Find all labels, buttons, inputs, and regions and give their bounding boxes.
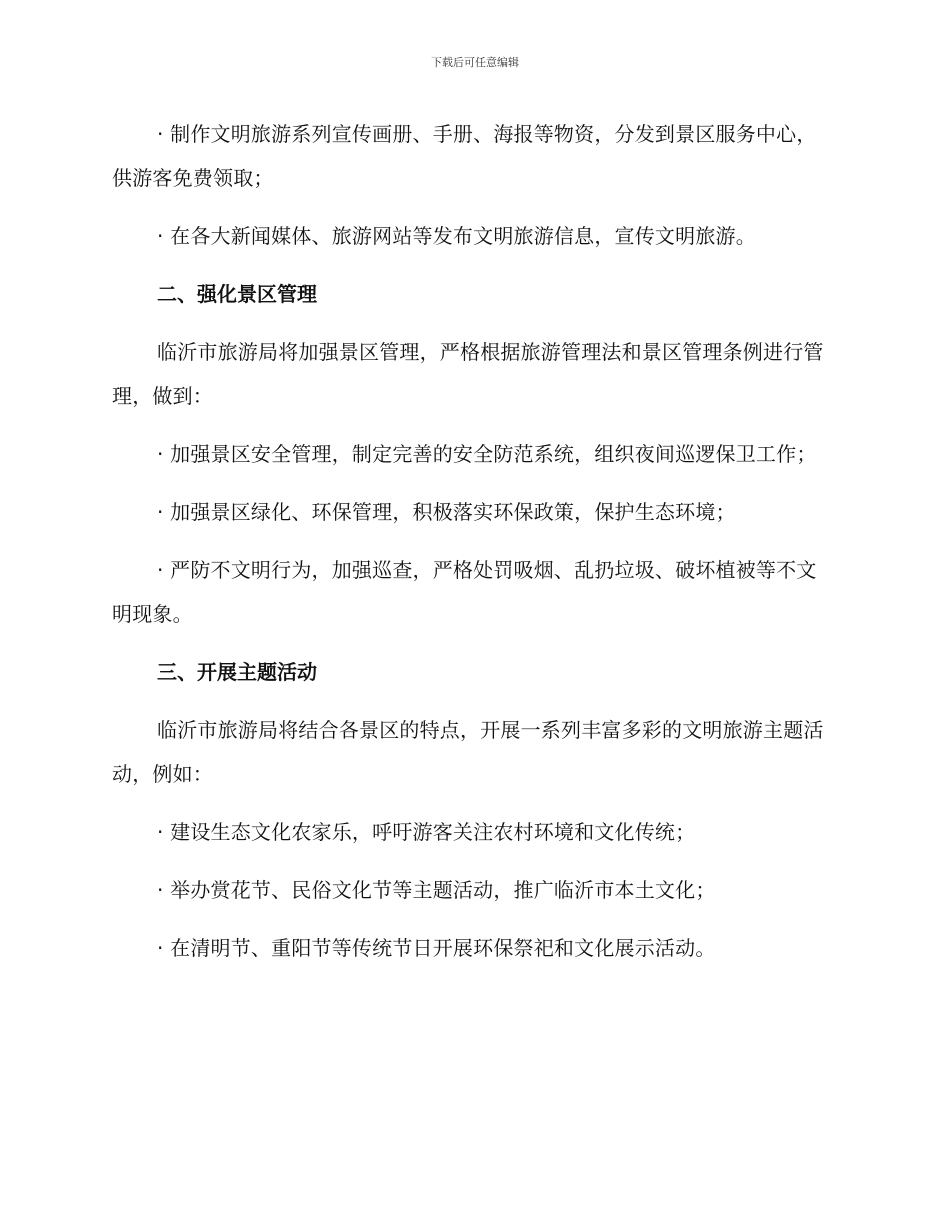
bullet-eco-farmstay: · 建设生态文化农家乐，呼吁游客关注农村环境和文化传统； <box>157 820 696 844</box>
bullet-environment-management: · 加强景区绿化、环保管理，积极落实环保政策，保护生态环境； <box>157 500 736 524</box>
bullet-festivals: · 举办赏花节、民俗文化节等主题活动，推广临沂市本土文化； <box>157 878 716 902</box>
paragraph-theme-activities: 临沂市旅游局将结合各景区的特点，开展一系列丰富多彩的文明旅游主题活动，例如： <box>112 718 824 786</box>
section-heading-theme-activities: 三、开展主题活动 <box>157 660 317 684</box>
paragraph-scenic-management: 临沂市旅游局将加强景区管理，严格根据旅游管理法和景区管理条例进行管理，做到： <box>112 340 824 408</box>
bullet-safety-management: · 加强景区安全管理，制定完善的安全防范系统，组织夜间巡逻保卫工作； <box>157 442 817 466</box>
bullet-brochures: · 制作文明旅游系列宣传画册、手册、海报等物资，分发到景区服务中心，供游客免费领取； <box>112 122 817 190</box>
bullet-prevent-uncivilized: · 严防不文明行为，加强巡查，严格处罚吸烟、乱扔垃圾、破坏植被等不文明现象。 <box>112 558 817 626</box>
bullet-media-publicity: · 在各大新闻媒体、旅游网站等发布文明旅游信息，宣传文明旅游。 <box>157 224 756 248</box>
section-heading-scenic-management: 二、强化景区管理 <box>157 282 317 306</box>
page-header: 下载后可任意编辑 <box>431 56 519 69</box>
bullet-traditional-holidays: · 在清明节、重阳节等传统节日开展环保祭祀和文化展示活动。 <box>157 936 716 960</box>
document-body <box>112 112 836 984</box>
